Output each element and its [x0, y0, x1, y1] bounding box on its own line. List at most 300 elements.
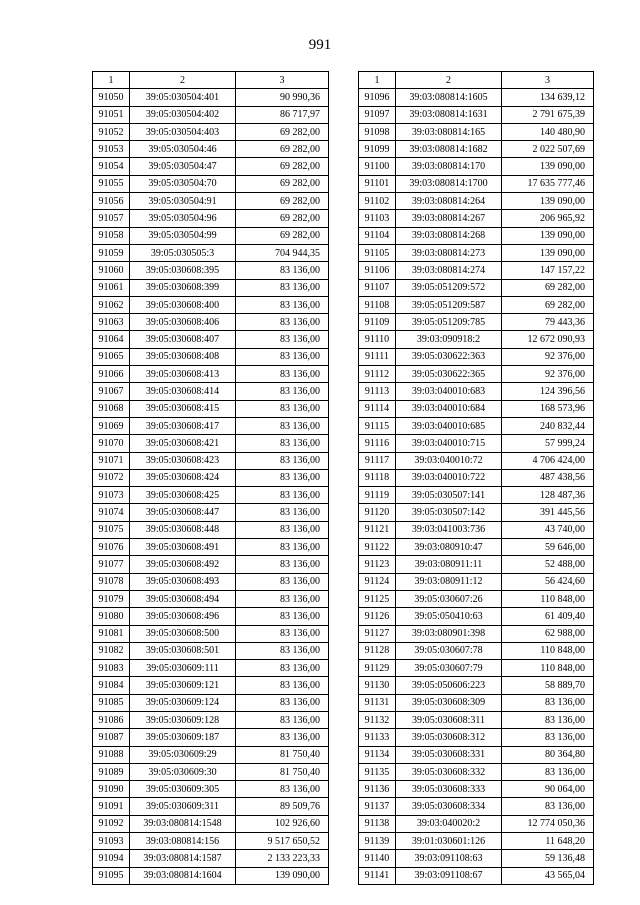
table-row	[359, 89, 594, 106]
cadastral-number-cell: 39:05:030608:500	[130, 625, 236, 642]
cadastral-number-cell: 39:05:030608:408	[130, 348, 236, 365]
header-row	[93, 72, 329, 89]
row-number-cell: 91108	[359, 296, 396, 313]
value-cell: 83 136,00	[236, 711, 329, 728]
value-cell: 69 282,00	[502, 296, 594, 313]
value-cell: 4 706 424,00	[502, 452, 594, 469]
row-number-cell: 91111	[359, 348, 396, 365]
cadastral-number-cell: 39:05:030609:29	[130, 746, 236, 763]
cadastral-number-cell: 39:03:040010:685	[396, 417, 502, 434]
table-row	[93, 435, 329, 452]
value-cell: 83 136,00	[236, 348, 329, 365]
row-number-cell: 91090	[93, 781, 130, 798]
row-number-cell: 91085	[93, 694, 130, 711]
row-number-cell: 91078	[93, 573, 130, 590]
value-cell: 134 639,12	[502, 89, 594, 106]
cadastral-number-cell: 39:05:030608:311	[396, 711, 502, 728]
row-number-cell: 91067	[93, 383, 130, 400]
value-cell: 83 136,00	[236, 262, 329, 279]
table-row	[93, 262, 329, 279]
table-row	[359, 227, 594, 244]
value-cell: 140 480,90	[502, 123, 594, 140]
cadastral-number-cell: 39:03:091108:67	[396, 867, 502, 884]
table-row	[359, 452, 594, 469]
row-number-cell: 91094	[93, 850, 130, 867]
row-number-cell: 91058	[93, 227, 130, 244]
value-cell: 83 136,00	[236, 608, 329, 625]
row-number-cell: 91136	[359, 781, 396, 798]
cadastral-number-cell: 39:05:030608:425	[130, 487, 236, 504]
cadastral-number-cell: 39:03:080814:170	[396, 158, 502, 175]
row-number-cell: 91052	[93, 123, 130, 140]
table-row	[93, 314, 329, 331]
value-cell: 83 136,00	[502, 729, 594, 746]
table-row	[359, 348, 594, 365]
cadastral-number-cell: 39:05:030608:448	[130, 521, 236, 538]
value-cell: 83 136,00	[236, 642, 329, 659]
table-row	[93, 106, 329, 123]
row-number-cell: 91109	[359, 314, 396, 331]
row-number-cell: 91071	[93, 452, 130, 469]
value-cell: 83 136,00	[502, 798, 594, 815]
row-number-cell: 91110	[359, 331, 396, 348]
table-row	[93, 608, 329, 625]
row-number-cell: 91088	[93, 746, 130, 763]
value-cell: 80 364,80	[502, 746, 594, 763]
value-cell: 92 376,00	[502, 366, 594, 383]
table-row	[93, 244, 329, 261]
row-number-cell: 91095	[93, 867, 130, 884]
row-number-cell: 91125	[359, 590, 396, 607]
cadastral-number-cell: 39:05:030608:309	[396, 694, 502, 711]
row-number-cell: 91064	[93, 331, 130, 348]
row-number-cell: 91091	[93, 798, 130, 815]
cadastral-number-cell: 39:03:080901:398	[396, 625, 502, 642]
row-number-cell: 91126	[359, 608, 396, 625]
table-row	[93, 417, 329, 434]
value-cell: 83 136,00	[236, 781, 329, 798]
row-number-cell: 91060	[93, 262, 130, 279]
table-row	[93, 193, 329, 210]
column-header: 2	[130, 72, 236, 89]
row-number-cell: 91056	[93, 193, 130, 210]
value-cell: 83 136,00	[236, 400, 329, 417]
cadastral-number-cell: 39:03:040010:684	[396, 400, 502, 417]
table-row	[359, 210, 594, 227]
cadastral-number-cell: 39:03:040010:722	[396, 469, 502, 486]
table-row	[359, 573, 594, 590]
cadastral-number-cell: 39:05:030608:395	[130, 262, 236, 279]
row-number-cell: 91081	[93, 625, 130, 642]
value-cell: 79 443,36	[502, 314, 594, 331]
row-number-cell: 91106	[359, 262, 396, 279]
row-number-cell: 91141	[359, 867, 396, 884]
row-number-cell: 91112	[359, 366, 396, 383]
row-number-cell: 91116	[359, 435, 396, 452]
cadastral-number-cell: 39:03:080814:1605	[396, 89, 502, 106]
value-cell: 83 136,00	[236, 469, 329, 486]
value-cell: 83 136,00	[236, 296, 329, 313]
table-row	[359, 366, 594, 383]
table-row	[93, 331, 329, 348]
cadastral-number-cell: 39:05:030622:365	[396, 366, 502, 383]
row-number-cell: 91129	[359, 660, 396, 677]
table-row	[359, 729, 594, 746]
table-row	[93, 296, 329, 313]
value-cell: 147 157,22	[502, 262, 594, 279]
row-number-cell: 91124	[359, 573, 396, 590]
value-cell: 83 136,00	[236, 521, 329, 538]
row-number-cell: 91100	[359, 158, 396, 175]
value-cell: 11 648,20	[502, 833, 594, 850]
row-number-cell: 91087	[93, 729, 130, 746]
row-number-cell: 91130	[359, 677, 396, 694]
cadastral-number-cell: 39:05:030608:414	[130, 383, 236, 400]
value-cell: 83 136,00	[236, 625, 329, 642]
table-row	[359, 123, 594, 140]
row-number-cell: 91134	[359, 746, 396, 763]
table-row	[93, 746, 329, 763]
value-cell: 83 136,00	[236, 383, 329, 400]
value-cell: 69 282,00	[502, 279, 594, 296]
row-number-cell: 91114	[359, 400, 396, 417]
row-number-cell: 91066	[93, 366, 130, 383]
cadastral-number-cell: 39:05:030609:187	[130, 729, 236, 746]
cadastral-number-cell: 39:05:030609:305	[130, 781, 236, 798]
table-row	[93, 504, 329, 521]
row-number-cell: 91080	[93, 608, 130, 625]
value-cell: 168 573,96	[502, 400, 594, 417]
value-cell: 69 282,00	[236, 227, 329, 244]
cadastral-number-cell: 39:03:040010:715	[396, 435, 502, 452]
value-cell: 83 136,00	[236, 590, 329, 607]
table-row	[359, 106, 594, 123]
table-row	[359, 781, 594, 798]
cadastral-number-cell: 39:05:050410:63	[396, 608, 502, 625]
row-number-cell: 91053	[93, 141, 130, 158]
column-header: 3	[236, 72, 329, 89]
row-number-cell: 91128	[359, 642, 396, 659]
value-cell: 83 136,00	[236, 331, 329, 348]
row-number-cell: 91101	[359, 175, 396, 192]
cadastral-number-cell: 39:03:080911:11	[396, 556, 502, 573]
row-number-cell: 91061	[93, 279, 130, 296]
table-row	[93, 487, 329, 504]
table-row	[93, 279, 329, 296]
value-cell: 12 672 090,93	[502, 331, 594, 348]
cadastral-number-cell: 39:03:080814:273	[396, 244, 502, 261]
cadastral-number-cell: 39:03:080814:1548	[130, 815, 236, 832]
row-number-cell: 91098	[359, 123, 396, 140]
value-cell: 69 282,00	[236, 175, 329, 192]
cadastral-number-cell: 39:03:080814:274	[396, 262, 502, 279]
table-row	[359, 417, 594, 434]
table-row	[359, 539, 594, 556]
cadastral-number-cell: 39:03:080814:156	[130, 833, 236, 850]
cadastral-number-cell: 39:03:080814:268	[396, 227, 502, 244]
row-number-cell: 91073	[93, 487, 130, 504]
value-cell: 57 999,24	[502, 435, 594, 452]
table-row	[93, 867, 329, 884]
value-cell: 59 136,48	[502, 850, 594, 867]
cadastral-number-cell: 39:05:030608:400	[130, 296, 236, 313]
row-number-cell: 91132	[359, 711, 396, 728]
value-cell: 139 090,00	[502, 158, 594, 175]
value-cell: 83 136,00	[502, 763, 594, 780]
cadastral-number-cell: 39:05:030608:333	[396, 781, 502, 798]
value-cell: 83 136,00	[236, 487, 329, 504]
cadastral-number-cell: 39:03:080814:1587	[130, 850, 236, 867]
column-header: 3	[502, 72, 594, 89]
row-number-cell: 91103	[359, 210, 396, 227]
value-cell: 139 090,00	[236, 867, 329, 884]
value-cell: 83 136,00	[236, 314, 329, 331]
row-number-cell: 91120	[359, 504, 396, 521]
row-number-cell: 91055	[93, 175, 130, 192]
row-number-cell: 91075	[93, 521, 130, 538]
value-cell: 86 717,97	[236, 106, 329, 123]
table-row	[359, 435, 594, 452]
cadastral-number-cell: 39:03:041003:736	[396, 521, 502, 538]
cadastral-number-cell: 39:05:030504:47	[130, 158, 236, 175]
table-row	[93, 400, 329, 417]
table-row	[359, 331, 594, 348]
value-cell: 69 282,00	[236, 210, 329, 227]
cadastral-number-cell: 39:05:030504:46	[130, 141, 236, 158]
table-row	[359, 521, 594, 538]
table-row	[359, 763, 594, 780]
table-row	[359, 694, 594, 711]
cadastral-number-cell: 39:05:030504:401	[130, 89, 236, 106]
value-cell: 83 136,00	[236, 539, 329, 556]
table-row	[93, 729, 329, 746]
table-row	[359, 262, 594, 279]
cadastral-number-cell: 39:05:030507:142	[396, 504, 502, 521]
cadastral-number-cell: 39:05:030608:493	[130, 573, 236, 590]
table-row	[93, 89, 329, 106]
table-row	[93, 781, 329, 798]
row-number-cell: 91089	[93, 763, 130, 780]
row-number-cell: 91119	[359, 487, 396, 504]
value-cell: 90 990,36	[236, 89, 329, 106]
table-row	[359, 642, 594, 659]
table-row	[93, 625, 329, 642]
cadastral-number-cell: 39:03:080814:267	[396, 210, 502, 227]
cadastral-number-cell: 39:03:080814:1682	[396, 141, 502, 158]
table-row	[359, 504, 594, 521]
table-row	[359, 175, 594, 192]
table-row	[93, 677, 329, 694]
cadastral-number-cell: 39:03:090918:2	[396, 331, 502, 348]
cadastral-number-cell: 39:01:030601:126	[396, 833, 502, 850]
cadastral-number-cell: 39:05:030608:501	[130, 642, 236, 659]
row-number-cell: 91138	[359, 815, 396, 832]
table-row	[93, 850, 329, 867]
cadastral-number-cell: 39:05:030608:423	[130, 452, 236, 469]
table-row	[93, 366, 329, 383]
cadastral-number-cell: 39:05:030608:424	[130, 469, 236, 486]
table-row	[359, 867, 594, 884]
cadastral-number-cell: 39:05:030507:141	[396, 487, 502, 504]
row-number-cell: 91092	[93, 815, 130, 832]
row-number-cell: 91113	[359, 383, 396, 400]
table-row	[93, 348, 329, 365]
cadastral-number-cell: 39:05:030608:334	[396, 798, 502, 815]
row-number-cell: 91054	[93, 158, 130, 175]
cadastral-number-cell: 39:03:040020:2	[396, 815, 502, 832]
value-cell: 69 282,00	[236, 158, 329, 175]
row-number-cell: 91099	[359, 141, 396, 158]
cadastral-number-cell: 39:03:080814:1604	[130, 867, 236, 884]
value-cell: 110 848,00	[502, 660, 594, 677]
cadastral-number-cell: 39:05:030608:447	[130, 504, 236, 521]
row-number-cell: 91086	[93, 711, 130, 728]
table-row	[359, 279, 594, 296]
cadastral-number-cell: 39:05:030607:79	[396, 660, 502, 677]
row-number-cell: 91122	[359, 539, 396, 556]
value-cell: 83 136,00	[236, 677, 329, 694]
value-cell: 83 136,00	[236, 556, 329, 573]
row-number-cell: 91083	[93, 660, 130, 677]
table-row	[359, 798, 594, 815]
table-row	[359, 193, 594, 210]
cadastral-number-cell: 39:05:030608:331	[396, 746, 502, 763]
value-cell: 2 022 507,69	[502, 141, 594, 158]
cadastral-number-cell: 39:05:030607:26	[396, 590, 502, 607]
column-header: 1	[93, 72, 130, 89]
value-cell: 69 282,00	[236, 141, 329, 158]
cadastral-number-cell: 39:05:030609:124	[130, 694, 236, 711]
cadastral-number-cell: 39:03:040010:72	[396, 452, 502, 469]
value-cell: 83 136,00	[236, 573, 329, 590]
value-cell: 206 965,92	[502, 210, 594, 227]
table-row	[93, 158, 329, 175]
cadastral-number-cell: 39:03:091108:63	[396, 850, 502, 867]
cadastral-number-cell: 39:05:030504:99	[130, 227, 236, 244]
row-number-cell: 91097	[359, 106, 396, 123]
table-row	[359, 314, 594, 331]
row-number-cell: 91057	[93, 210, 130, 227]
value-cell: 83 136,00	[502, 711, 594, 728]
cadastral-number-cell: 39:05:030608:399	[130, 279, 236, 296]
cadastral-number-cell: 39:05:030609:111	[130, 660, 236, 677]
value-cell: 89 509,76	[236, 798, 329, 815]
row-number-cell: 91121	[359, 521, 396, 538]
cadastral-number-cell: 39:03:080814:264	[396, 193, 502, 210]
cadastral-number-cell: 39:05:030608:417	[130, 417, 236, 434]
value-cell: 139 090,00	[502, 244, 594, 261]
row-number-cell: 91050	[93, 89, 130, 106]
left-register-table	[92, 71, 329, 885]
row-number-cell: 91133	[359, 729, 396, 746]
table-row	[93, 711, 329, 728]
table-row	[93, 763, 329, 780]
table-row	[359, 244, 594, 261]
row-number-cell: 91140	[359, 850, 396, 867]
table-row	[93, 141, 329, 158]
row-number-cell: 91105	[359, 244, 396, 261]
cadastral-number-cell: 39:05:030608:492	[130, 556, 236, 573]
row-number-cell: 91070	[93, 435, 130, 452]
table-row	[93, 227, 329, 244]
table-row	[359, 556, 594, 573]
row-number-cell: 91063	[93, 314, 130, 331]
cadastral-number-cell: 39:03:080910:47	[396, 539, 502, 556]
cadastral-number-cell: 39:05:030504:403	[130, 123, 236, 140]
value-cell: 58 889,70	[502, 677, 594, 694]
cadastral-number-cell: 39:05:030608:496	[130, 608, 236, 625]
value-cell: 62 988,00	[502, 625, 594, 642]
cadastral-number-cell: 39:03:080814:165	[396, 123, 502, 140]
cadastral-number-cell: 39:05:030504:91	[130, 193, 236, 210]
value-cell: 139 090,00	[502, 227, 594, 244]
table-row	[359, 625, 594, 642]
value-cell: 81 750,40	[236, 763, 329, 780]
row-number-cell: 91077	[93, 556, 130, 573]
row-number-cell: 91115	[359, 417, 396, 434]
table-row	[93, 175, 329, 192]
value-cell: 391 445,56	[502, 504, 594, 521]
table-row	[359, 746, 594, 763]
table-row	[93, 469, 329, 486]
value-cell: 139 090,00	[502, 193, 594, 210]
table-row	[359, 833, 594, 850]
value-cell: 83 136,00	[236, 660, 329, 677]
cadastral-number-cell: 39:05:030608:413	[130, 366, 236, 383]
value-cell: 81 750,40	[236, 746, 329, 763]
table-row	[359, 815, 594, 832]
table-row	[93, 590, 329, 607]
table-row	[93, 521, 329, 538]
cadastral-number-cell: 39:05:030609:30	[130, 763, 236, 780]
row-number-cell: 91102	[359, 193, 396, 210]
value-cell: 83 136,00	[236, 417, 329, 434]
row-number-cell: 91062	[93, 296, 130, 313]
row-number-cell: 91074	[93, 504, 130, 521]
value-cell: 83 136,00	[502, 694, 594, 711]
cadastral-number-cell: 39:05:051209:587	[396, 296, 502, 313]
cadastral-number-cell: 39:03:080814:1700	[396, 175, 502, 192]
header-row	[359, 72, 594, 89]
column-header: 2	[396, 72, 502, 89]
table-row	[93, 383, 329, 400]
cadastral-number-cell: 39:05:030608:332	[396, 763, 502, 780]
cadastral-number-cell: 39:05:030608:407	[130, 331, 236, 348]
row-number-cell: 91065	[93, 348, 130, 365]
cadastral-number-cell: 39:05:030608:494	[130, 590, 236, 607]
row-number-cell: 91135	[359, 763, 396, 780]
value-cell: 9 517 650,52	[236, 833, 329, 850]
table-row	[359, 608, 594, 625]
row-number-cell: 91123	[359, 556, 396, 573]
cadastral-number-cell: 39:03:040010:683	[396, 383, 502, 400]
table-row	[359, 296, 594, 313]
value-cell: 83 136,00	[236, 694, 329, 711]
value-cell: 124 396,56	[502, 383, 594, 400]
table-row	[93, 694, 329, 711]
cadastral-number-cell: 39:05:030608:491	[130, 539, 236, 556]
value-cell: 83 136,00	[236, 504, 329, 521]
cadastral-number-cell: 39:05:030608:415	[130, 400, 236, 417]
value-cell: 59 646,00	[502, 539, 594, 556]
table-row	[93, 452, 329, 469]
value-cell: 43 565,04	[502, 867, 594, 884]
cadastral-number-cell: 39:03:080814:1631	[396, 106, 502, 123]
value-cell: 61 409,40	[502, 608, 594, 625]
cadastral-number-cell: 39:03:080911:12	[396, 573, 502, 590]
row-number-cell: 91072	[93, 469, 130, 486]
value-cell: 69 282,00	[236, 123, 329, 140]
